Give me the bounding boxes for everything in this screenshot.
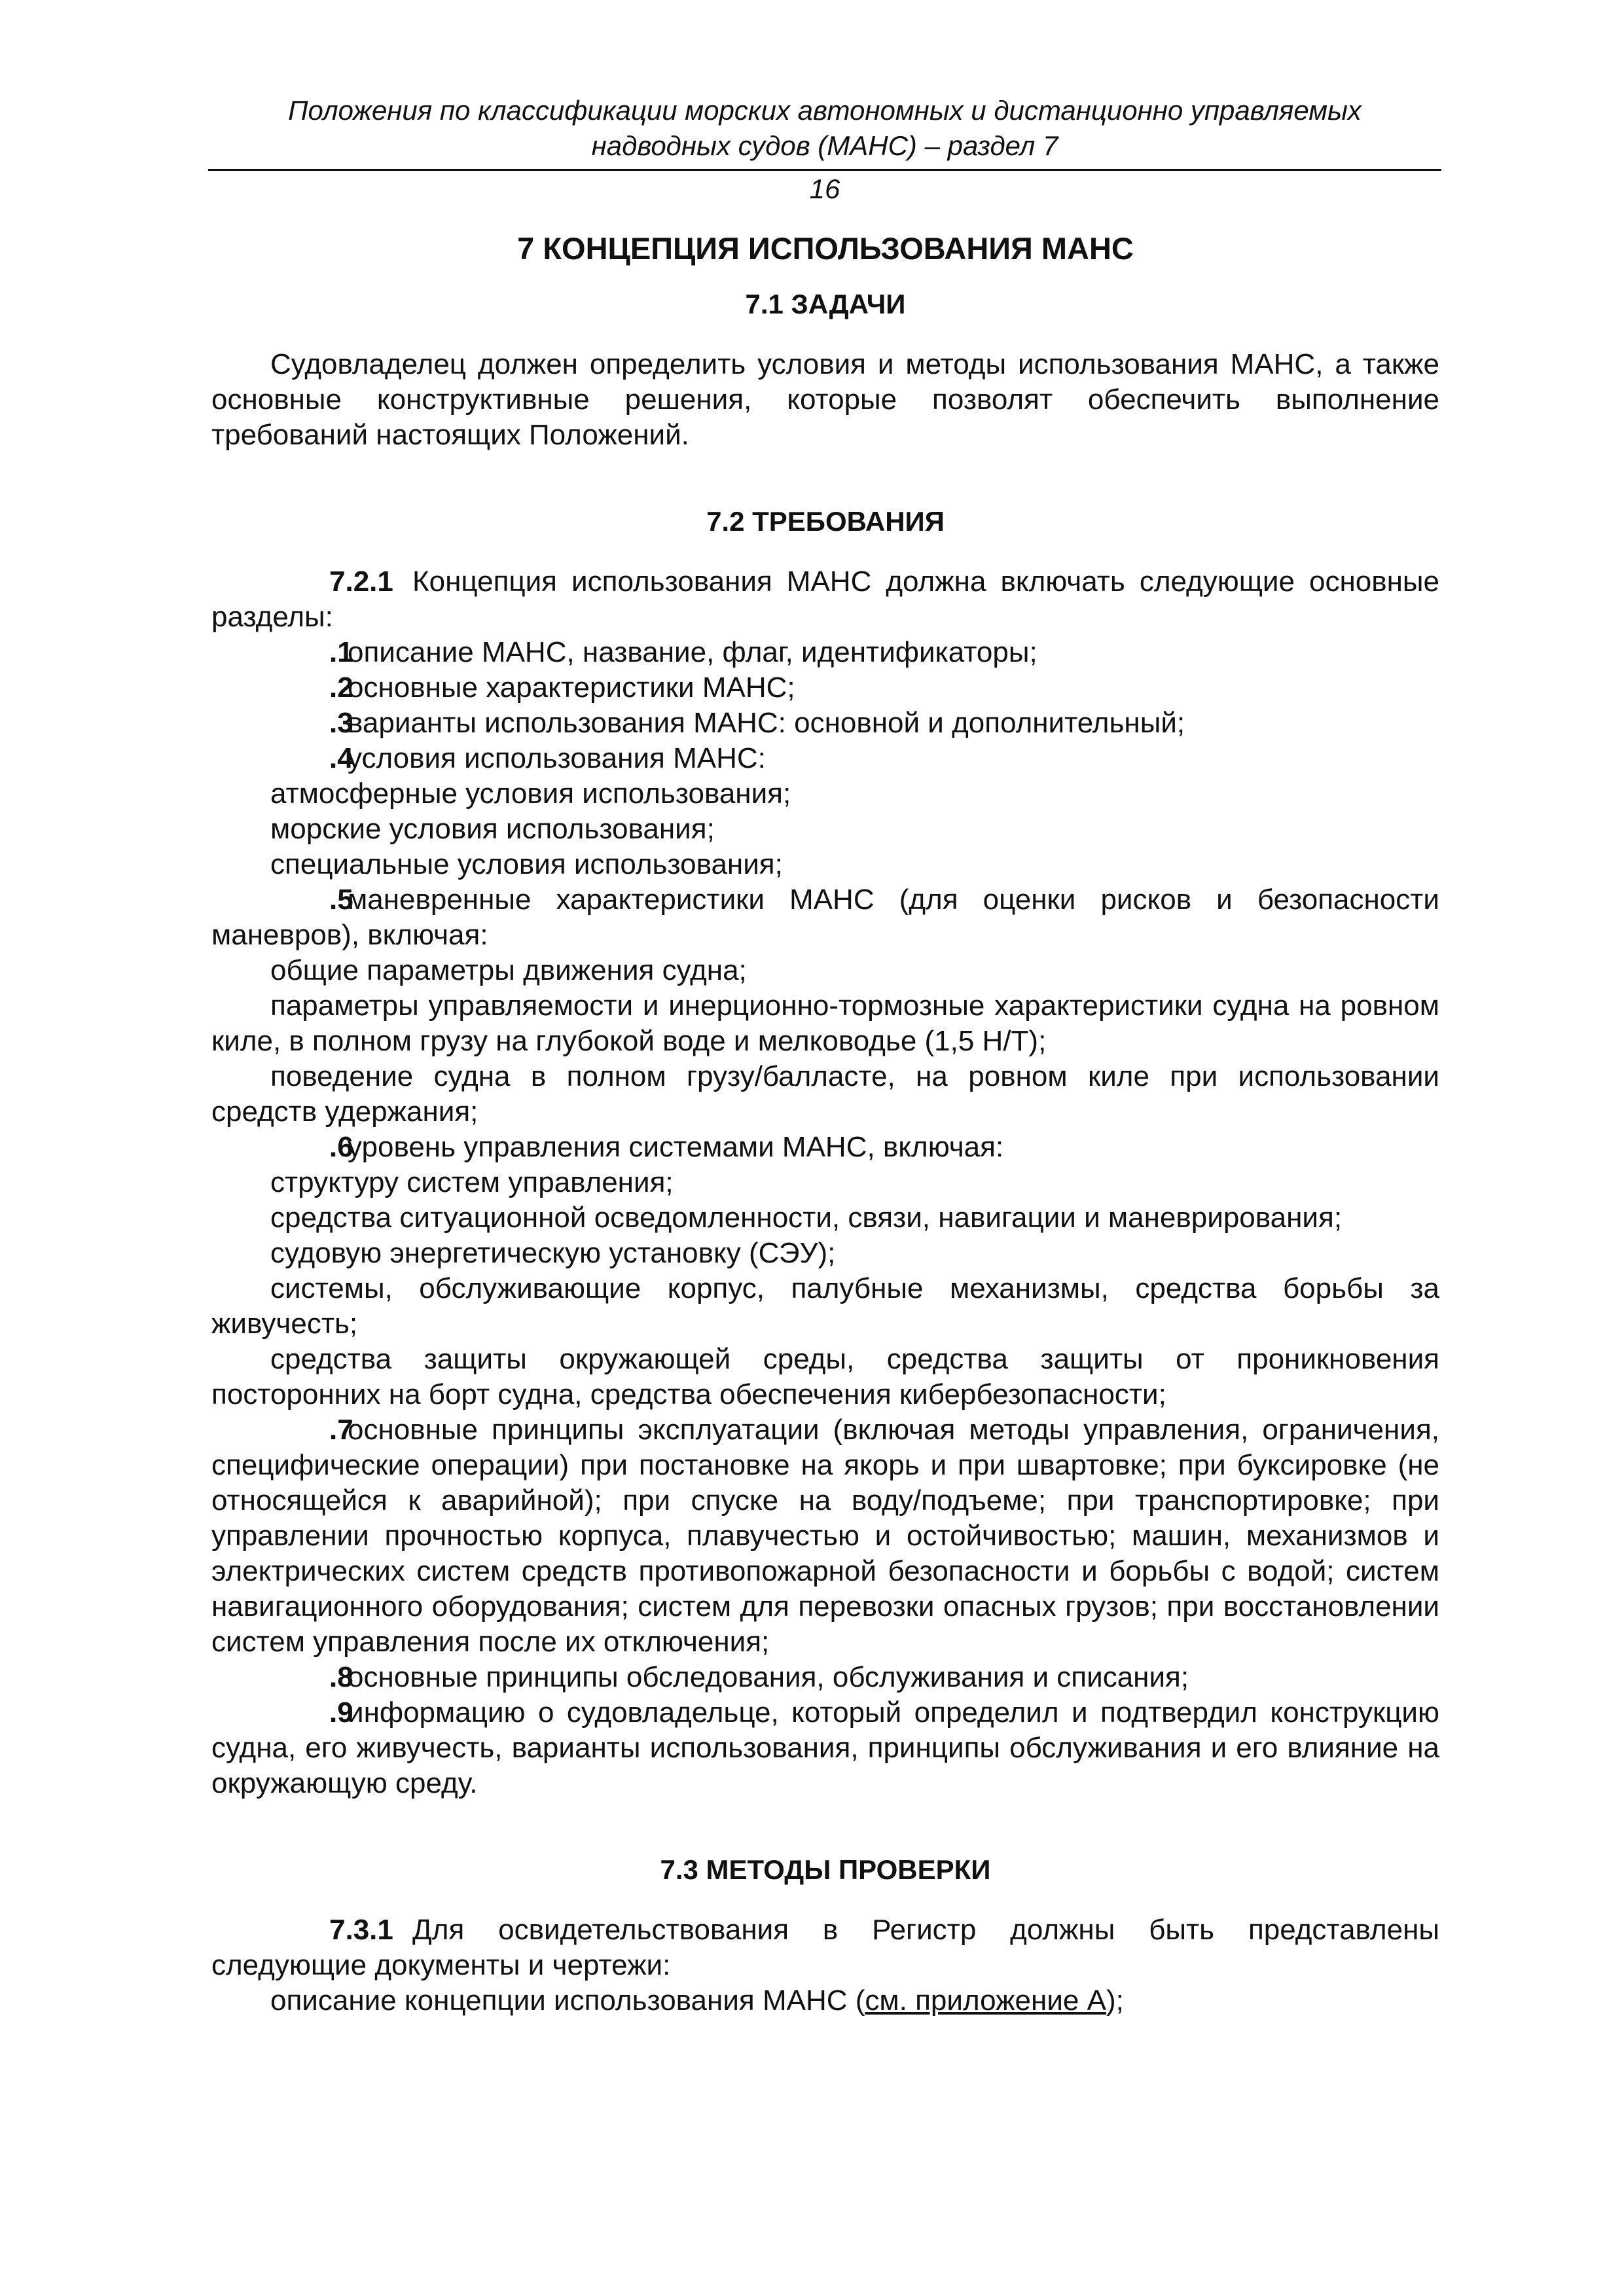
section-title: 7 КОНЦЕПЦИЯ ИСПОЛЬЗОВАНИЯ МАНС bbox=[517, 231, 1134, 266]
item-text: варианты использования МАНС: основной и дополнительный; bbox=[348, 707, 1185, 739]
item-text: информацию о судовладельце, который определил и подтвердил конструкцию судна, его живучесть, варианты использования, принципы обслуживания и его влияние на окружающую среду. bbox=[211, 1696, 1439, 1799]
header-rule bbox=[208, 169, 1441, 171]
clause-7-3-1 bbox=[211, 1912, 1439, 1983]
page-number: 16 bbox=[809, 173, 840, 204]
clause-number: 7.3.1 bbox=[329, 1914, 393, 1946]
sub-item: атмосферные условия использования; bbox=[270, 778, 791, 810]
sub-item: системы, обслуживающие корпус, палубные механизмы, средства борьбы за живучесть; bbox=[211, 1272, 1439, 1340]
sub-item: специальные условия использования; bbox=[270, 848, 783, 880]
page-body bbox=[211, 230, 1439, 2018]
running-title-line-1: Положения по классификации морских автономных и дистанционно управляемых bbox=[288, 95, 1362, 126]
item-text: уровень управления системами МАНС, включая: bbox=[348, 1131, 1004, 1163]
list-item-7 bbox=[211, 1412, 1439, 1660]
list-text: описание концепции использования МАНС ( bbox=[270, 1984, 865, 2017]
clause-7-2-1 bbox=[211, 564, 1439, 635]
sub-item: морские условия использования; bbox=[270, 813, 715, 845]
list-item-8 bbox=[211, 1660, 1439, 1695]
item-number: .5 bbox=[329, 884, 353, 916]
list-item-4 bbox=[211, 741, 1439, 776]
list-item-3 bbox=[211, 706, 1439, 741]
item-text: условия использования МАНС: bbox=[348, 742, 766, 774]
list-item-9 bbox=[211, 1695, 1439, 1801]
item-number: .3 bbox=[329, 707, 353, 739]
sub-item: поведение судна в полном грузу/балласте, на ровном киле при использовании средств удержания; bbox=[211, 1060, 1439, 1128]
clause-number: 7.2.1 bbox=[329, 565, 393, 598]
item-text: основные принципы эксплуатации (включая методы управления, ограничения, специфические операции) при постановке на якорь и при швартовке; при буксировке (не относящейся к аварийной); при спуске на воду/подъеме; при транспортировке; при управлении прочностью корпуса, плавучестью и остойчивостью; машин, механизмов и электрических систем средств противопожарной безопасности и борьбы с водой; систем навигационного оборудования; систем для перевозки опасных грузов; при восстановлении систем управления после их отключения; bbox=[211, 1414, 1439, 1658]
sub-item: средства защиты окружающей среды, средства защиты от проникновения посторонних на борт судна, средства обеспечения кибербезопасности; bbox=[211, 1343, 1439, 1410]
item-number: .8 bbox=[329, 1661, 353, 1693]
item-text: основные характеристики МАНС; bbox=[348, 672, 795, 704]
sub-item: структуру систем управления; bbox=[270, 1166, 674, 1198]
sub-item: средства ситуационной осведомленности, связи, навигации и маневрирования; bbox=[270, 1202, 1343, 1234]
running-header bbox=[209, 93, 1440, 164]
item-number: .4 bbox=[329, 742, 353, 774]
item-number: .7 bbox=[329, 1414, 353, 1446]
clause-text: Для освидетельствования в Регистр должны быть представлены следующие документы и чертежи: bbox=[211, 1914, 1439, 1981]
subsection-title-7-3: 7.3 МЕТОДЫ ПРОВЕРКИ bbox=[660, 1854, 991, 1885]
subsection-title-7-2: 7.2 ТРЕБОВАНИЯ bbox=[706, 506, 945, 537]
sub-item: параметры управляемости и инерционно-тормозные характеристики судна на ровном киле, в полном грузу на глубокой воде и мелководье (1,5 Н/Т); bbox=[211, 990, 1439, 1057]
clause-text: Концепция использования МАНС должна включать следующие основные разделы: bbox=[211, 565, 1439, 633]
running-title-line-2: надводных судов (МАНС) – раздел 7 bbox=[591, 130, 1058, 161]
list-item-1 bbox=[211, 635, 1439, 670]
sub-item: общие параметры движения судна; bbox=[270, 954, 747, 986]
subsection-title-7-1: 7.1 ЗАДАЧИ bbox=[745, 289, 906, 319]
list-text-end: ); bbox=[1106, 1984, 1124, 2017]
list-item-2 bbox=[211, 670, 1439, 706]
item-number: .2 bbox=[329, 672, 353, 704]
item-number: .6 bbox=[329, 1131, 353, 1163]
list-item-5 bbox=[211, 882, 1439, 953]
item-number: .1 bbox=[329, 636, 353, 668]
appendix-a-link[interactable]: см. приложение А bbox=[865, 1984, 1106, 2017]
item-number: .9 bbox=[329, 1696, 353, 1729]
document-list-item bbox=[211, 1983, 1439, 2018]
sub-item: судовую энергетическую установку (СЭУ); bbox=[270, 1237, 836, 1269]
item-text: основные принципы обследования, обслуживания и списания; bbox=[348, 1661, 1189, 1693]
paragraph-7-1: Судовладелец должен определить условия и методы использования МАНС, а также основные конструктивные решения, которые позволят обеспечить выполнение требований настоящих Положений. bbox=[211, 348, 1439, 451]
item-text: описание МАНС, название, флаг, идентификаторы; bbox=[348, 636, 1038, 668]
list-item-6 bbox=[211, 1130, 1439, 1165]
item-text: маневренные характеристики МАНС (для оценки рисков и безопасности маневров), включая: bbox=[211, 884, 1439, 951]
